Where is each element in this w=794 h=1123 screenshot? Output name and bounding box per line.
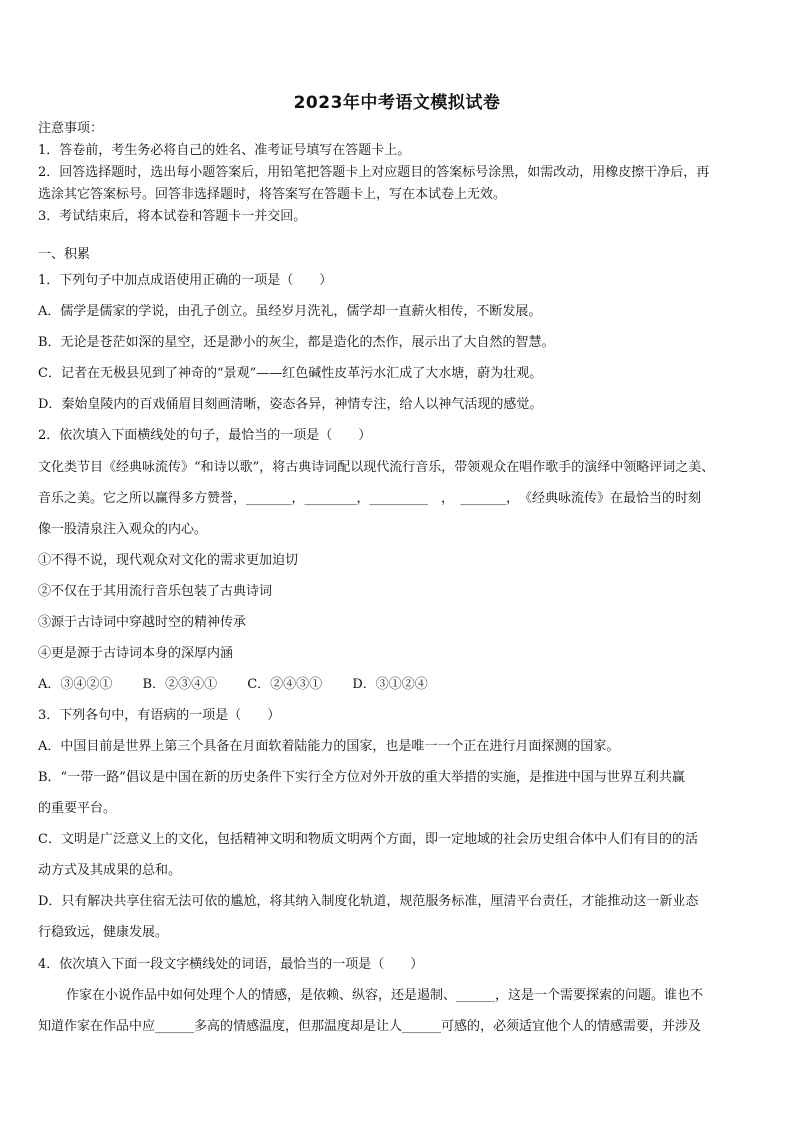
notice-item-1: 1．答卷前，考生务必将自己的姓名、准考证号填写在答题卡上。 xyxy=(38,143,411,158)
q3-option-c-cont: 动方式及其成果的总和。 xyxy=(38,863,182,878)
q1-option-a: A．儒学是儒家的学说，由孔子创立。虽经岁月洗礼，儒学却一直薪火相传，不断发展。 xyxy=(38,304,542,319)
q3-option-d: D．只有解决共享住宿无法可依的尴尬，将其纳入制度化轨道，规范服务标准，厘清平台责任，才能推动这一新业态 xyxy=(38,894,699,909)
q2-option-c: C．②④③① xyxy=(247,677,323,692)
q3-option-d-cont: 行稳致远，健康发展。 xyxy=(38,925,169,940)
q2-passage-3: 像一股清泉注入观众的内心。 xyxy=(38,522,208,537)
q3-option-b-cont: 的重要平台。 xyxy=(38,801,117,816)
q2-choice-2: ②不仅在于其用流行音乐包装了古典诗词 xyxy=(38,584,273,599)
q2-choice-4: ④更是源于古诗词本身的深厚内涵 xyxy=(38,646,234,661)
q1-stem: 1．下列句子中加点成语使用正确的一项是（ ） xyxy=(38,273,333,288)
q2-stem: 2．依次填入下面横线处的句子，最恰当的一项是（ ） xyxy=(38,428,372,443)
page-title: 2023年中考语文模拟试卷 xyxy=(293,93,501,113)
q3-stem: 3．下列各句中，有语病的一项是（ ） xyxy=(38,708,281,723)
q4-passage-1: 作家在小说作品中如何处理个人的情感，是依赖、纵容，还是遏制、______，这是一个需要探索的问题。谁也不 xyxy=(66,988,704,1003)
q2-option-a: A．③④②① xyxy=(38,677,113,692)
q4-stem: 4．依次填入下面一段文字横线处的词语，最恰当的一项是（ ） xyxy=(38,957,424,972)
notice-item-3: 3．考试结束后，将本试卷和答题卡一并交回。 xyxy=(38,209,307,224)
q2-passage-1: 文化类节目《经典咏流传》“和诗以歌”，将古典诗词配以现代流行音乐，带领观众在唱作歌手的演绎中领略评词之美、 xyxy=(38,460,715,475)
q3-option-a: A．中国目前是世界上第三个具备在月面软着陆能力的国家，也是唯一一个正在进行月面探测的国家。 xyxy=(38,739,620,754)
notice-item-2-cont: 选涂其它答案标号。回答非选择题时，将答案写在答题卡上，写在本试卷上无效。 xyxy=(38,187,507,202)
notice-item-2: 2．回答选择题时，选出每小题答案后，用铅笔把答题卡上对应题目的答案标号涂黑，如需改动，用橡皮擦干净后，再 xyxy=(38,165,710,180)
q2-option-d: D．③①②④ xyxy=(352,677,428,692)
q2-options xyxy=(38,678,454,691)
q3-option-c: C．文明是广泛意义上的文化，包括精神文明和物质文明两个方面，即一定地域的社会历史组合体中人们有目的的活 xyxy=(38,832,698,847)
q3-option-b: B．“一带一路”倡议是中国在新的历史条件下实行全方位对外开放的重大举措的实施，是推进中国与世界互利共赢 xyxy=(38,770,685,785)
q2-choice-1: ①不得不说，现代观众对文化的需求更加迫切 xyxy=(38,553,299,568)
q2-option-b: B．②③④① xyxy=(142,677,218,692)
q2-choice-3: ③源于古诗词中穿越时空的精神传承 xyxy=(38,615,247,630)
q1-option-d: D．秦始皇陵内的百戏俑眉目刻画清晰，姿态各异，神情专注，给人以神气活现的感觉。 xyxy=(38,397,543,412)
section-heading: 一、积累 xyxy=(38,247,91,262)
q1-option-b: B．无论是苍茫如深的星空，还是渺小的灰尘，都是造化的杰作，展示出了大自然的智慧。 xyxy=(38,335,555,350)
q2-passage-2: 音乐之美。它之所以赢得多方赞誉，_______，________，_________ ， _______， 《经典咏流传》在最恰当的时刻 xyxy=(38,491,702,506)
q4-passage-2: 知道作家在作品中应______多高的情感温度，但那温度却是让人______可感的，必须适宜他个人的情感需要，并涉及 xyxy=(38,1019,702,1034)
notice-heading: 注意事项： xyxy=(38,121,104,136)
q1-option-c: C．记者在无极县见到了神奇的“景观”——红色碱性皮革污水汇成了大水塘，蔚为壮观。 xyxy=(38,366,543,381)
